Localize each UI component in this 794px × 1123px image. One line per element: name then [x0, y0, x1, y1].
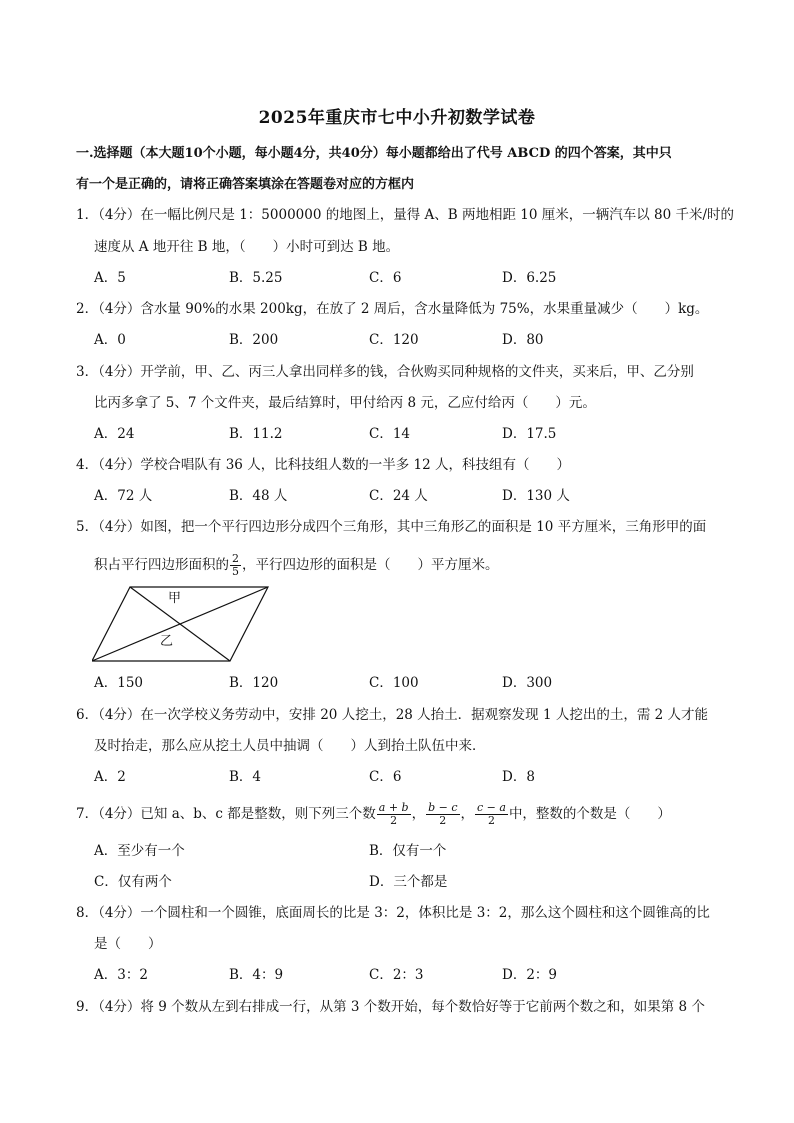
- question-6-option-b: B．4: [229, 769, 262, 785]
- question-4-option-a: A．72 人: [94, 488, 153, 504]
- question-7-text-before: 7．（4分）已知 a、b、c 都是整数，则下列三个数: [76, 806, 376, 822]
- question-5-line-1: 5．（4分）如图，把一个平行四边形分成四个三角形，其中三角形乙的面积是 10 平方厘米，三角形甲的面: [76, 519, 707, 535]
- question-2-option-d: D．80: [502, 332, 544, 348]
- question-2-option-c: C．120: [369, 332, 419, 348]
- question-5-option-b: B．120: [229, 675, 279, 691]
- question-7-fraction-3: [475, 802, 508, 827]
- section-instruction-line-1: 一.选择题（本大题10个小题，每小题4分，共40分）每小题都给出了代号 ABCD 的四个答案，其中只: [76, 146, 672, 161]
- fraction-denominator: 2: [390, 814, 398, 827]
- question-7-option-b: B．仅有一个: [369, 843, 447, 859]
- section-instruction-line-2: 有一个是正确的，请将正确答案填涂在答题卷对应的方框内: [76, 177, 415, 192]
- question-4-line-1: 4．（4分）学校合唱队有 36 人，比科技组人数的一半多 12 人，科技组有（ ）: [76, 457, 570, 473]
- question-8-option-a: A．3：2: [94, 967, 148, 983]
- question-7-separator-1: ，: [411, 806, 426, 822]
- question-8-line-2: 是（ ）: [94, 936, 162, 952]
- question-8-line-1: 8．（4分）一个圆柱和一个圆锥，底面周长的比是 3：2，体积比是 3：2，那么这个圆柱和这个圆锥高的比: [76, 905, 710, 921]
- question-7-line-1: [76, 802, 671, 827]
- question-7-option-a: A．至少有一个: [94, 843, 185, 859]
- question-7-fraction-2: [426, 802, 459, 827]
- question-3-option-b: B．11.2: [229, 426, 283, 442]
- question-3-line-2: 比丙多拿了 5、7 个文件夹，最后结算时，甲付给丙 8 元，乙应付给丙（ ）元。: [94, 395, 596, 411]
- figure-label-jia: 甲: [168, 591, 182, 606]
- fraction-numerator: a + b: [378, 801, 409, 814]
- question-7-option-c: C．仅有两个: [94, 874, 172, 890]
- fraction-denominator: 5: [232, 565, 239, 578]
- question-5-fraction: [230, 553, 241, 578]
- fraction-numerator: 2: [232, 552, 239, 565]
- figure-label-yi: 乙: [160, 634, 174, 649]
- page-title: 2025年重庆市七中小升初数学试卷: [258, 108, 536, 128]
- question-1-option-d: D．6.25: [502, 270, 557, 286]
- question-5-text-before-fraction: 积占平行四边形面积的: [94, 557, 229, 573]
- question-3-option-c: C．14: [369, 426, 411, 442]
- question-6-line-1: 6．（4分）在一次学校义务劳动中，安排 20 人挖土，28 人抬土．据观察发现 1 人挖出的土，需 2 人才能: [76, 707, 709, 723]
- question-2-option-a: A．0: [94, 332, 126, 348]
- fraction-denominator: 2: [487, 814, 495, 827]
- fraction-numerator: c − a: [477, 801, 506, 814]
- question-4-option-d: D．130 人: [502, 488, 570, 504]
- question-7-option-d: D．三个都是: [369, 874, 448, 890]
- question-1-line-2: 速度从 A 地开往 B 地，（ ）小时可到达 B 地。: [94, 239, 400, 255]
- question-3-option-d: D．17.5: [502, 426, 557, 442]
- question-5-text-after-fraction: ，平行四边形的面积是（ ）平方厘米。: [242, 557, 499, 573]
- fraction-numerator: b − c: [428, 801, 458, 814]
- question-8-option-b: B．4：9: [229, 967, 284, 983]
- question-5-option-a: A．150: [94, 675, 144, 691]
- parallelogram-figure: [92, 585, 272, 665]
- question-4-option-c: C．24 人: [369, 488, 428, 504]
- question-8-option-d: D．2：9: [502, 967, 558, 983]
- question-7-fraction-1: [377, 802, 411, 827]
- question-6-option-c: C．6: [369, 769, 402, 785]
- question-7-text-after: 中，整数的个数是（ ）: [508, 806, 671, 822]
- question-6-option-d: D．8: [502, 769, 535, 785]
- question-2-line-1: 2．（4分）含水量 90%的水果 200kg，在放了 2 周后，含水量降低为 75%，水果重量减少（ ）kg。: [76, 301, 709, 317]
- question-1-line-1: 1．（4分）在一幅比例尺是 1：5000000 的地图上，量得 A、B 两地相距 10 厘米，一辆汽车以 80 千米/时的: [76, 207, 735, 223]
- question-5-line-2: [94, 553, 499, 578]
- question-6-option-a: A．2: [94, 769, 126, 785]
- question-1-option-b: B．5.25: [229, 270, 283, 286]
- question-5-option-c: C．100: [369, 675, 419, 691]
- fraction-denominator: 2: [439, 814, 447, 827]
- question-5-option-d: D．300: [502, 675, 553, 691]
- question-1-option-a: A．5: [94, 270, 126, 286]
- question-6-line-2: 及时抬走，那么应从挖土人员中抽调（ ）人到抬土队伍中来．: [94, 738, 486, 754]
- question-2-option-b: B．200: [229, 332, 279, 348]
- question-1-option-c: C．6: [369, 270, 402, 286]
- question-9-line-1: 9．（4分）将 9 个数从左到右排成一行，从第 3 个数开始，每个数恰好等于它前两个数之和，如果第 8 个: [76, 999, 705, 1015]
- question-3-line-1: 3．（4分）开学前，甲、乙、丙三人拿出同样多的钱，合伙购买同种规格的文件夹，买来后，甲、乙分别: [76, 364, 694, 380]
- question-7-separator-2: ，: [460, 806, 474, 822]
- question-3-option-a: A．24: [94, 426, 135, 442]
- question-8-option-c: C．2：3: [369, 967, 424, 983]
- question-4-option-b: B．48 人: [229, 488, 288, 504]
